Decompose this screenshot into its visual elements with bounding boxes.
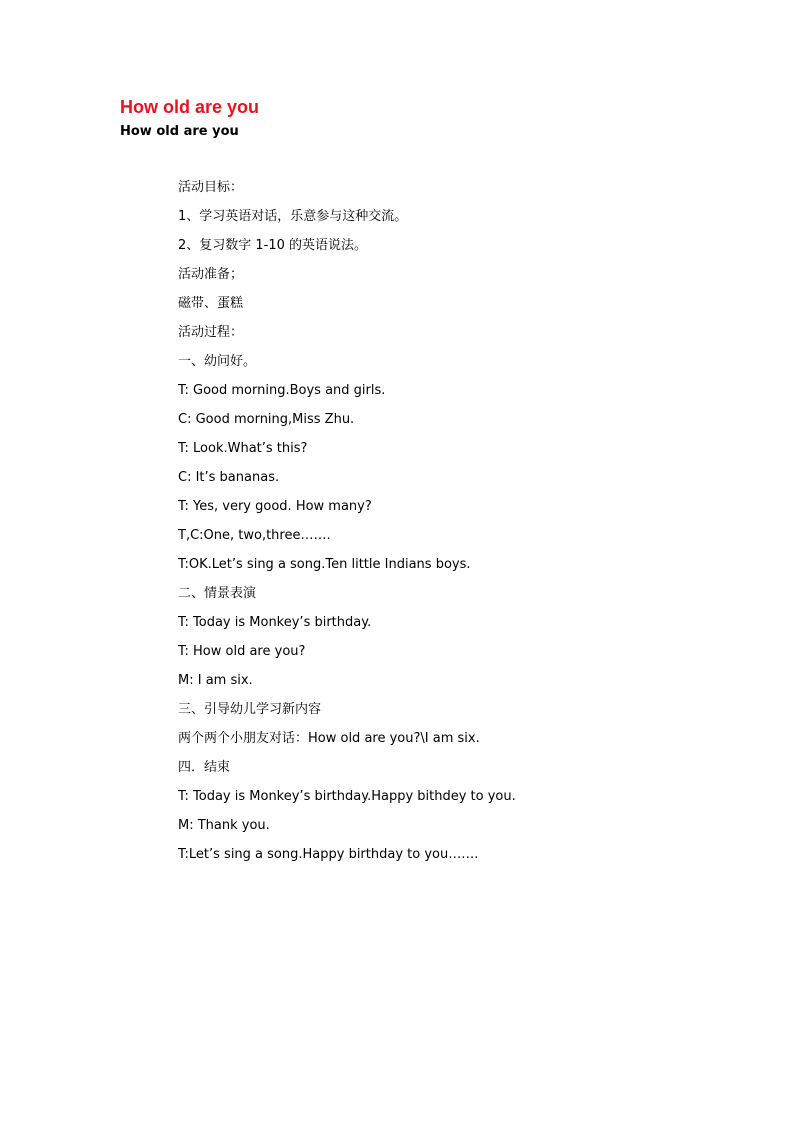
body-line: T: Look.What’s this?	[178, 441, 308, 456]
body-line: M: I am six.	[178, 673, 253, 688]
body-line: C: It’s bananas.	[178, 470, 280, 485]
body-line: 四．结束	[178, 760, 231, 775]
body-line: T: How old are you?	[178, 644, 306, 659]
body-line: 两个两个小朋友对话：How old are you?\I am six.	[178, 731, 480, 746]
body-line: 三、引导幼儿学习新内容	[178, 702, 322, 717]
body-line: T:OK.Let’s sing a song.Ten little Indians boys.	[178, 557, 471, 572]
body-line: T:Let’s sing a song.Happy birthday to you…….	[178, 847, 479, 862]
body-line: T: Yes, very good. How many?	[178, 499, 372, 514]
body-line: 活动过程：	[178, 325, 244, 340]
body-line: 2、复习数字 1-10 的英语说法。	[178, 238, 368, 253]
document-title: How old are you	[120, 97, 260, 117]
body-line: 活动准备；	[178, 267, 244, 282]
body-line: M: Thank you.	[178, 818, 270, 833]
body-line: 一、幼问好。	[178, 354, 257, 369]
body-line: 1、学习英语对话，乐意参与这种交流。	[178, 209, 408, 224]
lesson-plan-body	[178, 178, 516, 874]
body-line: 活动目标：	[178, 180, 244, 195]
document-subtitle: How old are you	[120, 124, 239, 139]
body-line: C: Good morning,Miss Zhu.	[178, 412, 355, 427]
body-line: T,C:One, two,three…….	[178, 528, 331, 543]
body-line: 磁带、蛋糕	[178, 296, 244, 311]
body-line: T: Today is Monkey’s birthday.Happy bithdey to you.	[178, 789, 516, 804]
body-line: T: Good morning.Boys and girls.	[178, 383, 386, 398]
body-line: 二、情景表演	[178, 586, 257, 601]
body-line: T: Today is Monkey’s birthday.	[178, 615, 372, 630]
